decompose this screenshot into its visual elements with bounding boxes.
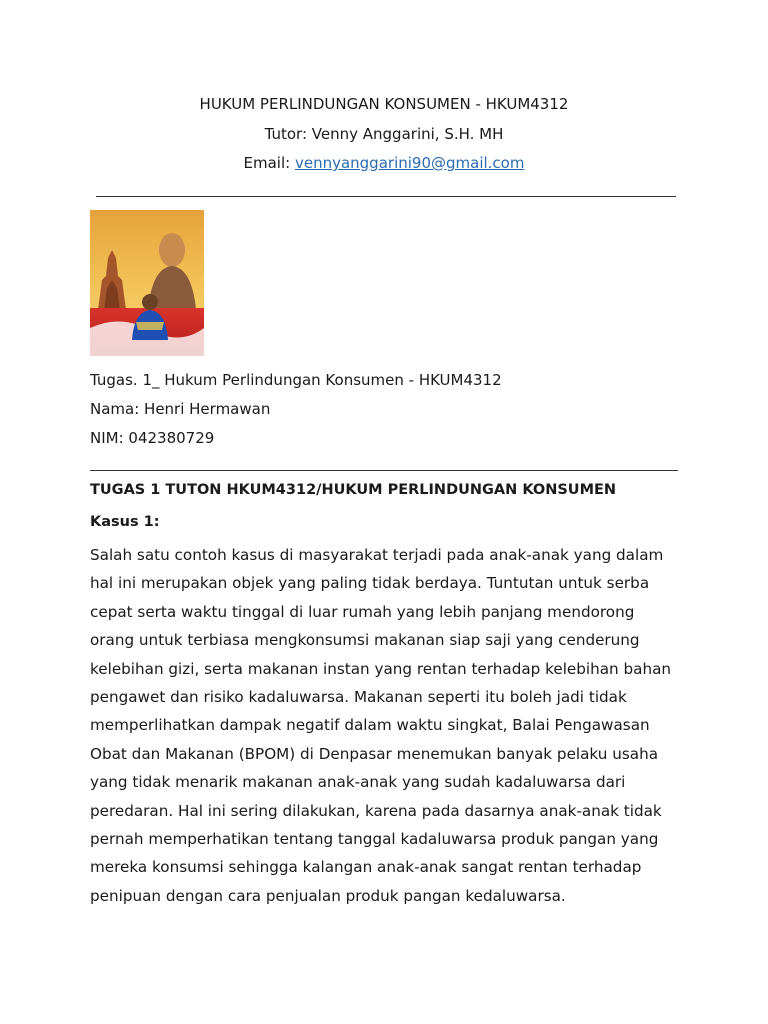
header-divider [96, 196, 676, 197]
paragraph-line: cepat serta waktu tinggal di luar rumah yang lebih panjang mendorong [90, 602, 635, 621]
paragraph-line: Obat dan Makanan (BPOM) di Denpasar menemukan banyak pelaku usaha [90, 744, 658, 763]
paragraph-line: mereka konsumsi sehingga kalangan anak-anak sangat rentan terhadap [90, 858, 642, 877]
task-line: Tugas. 1_ Hukum Perlindungan Konsumen - HKUM4312 [90, 371, 502, 389]
paragraph-line: hal ini merupakan objek yang paling tidak berdaya. Tuntutan untuk serba [90, 574, 650, 593]
paragraph-line: yang tidak menarik makanan anak-anak yang sudah kadaluwarsa dari [90, 773, 626, 792]
email-line [0, 149, 768, 179]
document-header [0, 90, 768, 179]
tutor-line: Tutor: Venny Anggarini, S.H. MH [264, 124, 504, 143]
paragraph-line: kelebihan gizi, serta makanan instan yang rentan terhadap kelebihan bahan [90, 659, 672, 678]
paragraph-line: orang untuk terbiasa mengkonsumsi makanan siap saji yang cenderung [90, 631, 640, 650]
info-divider [90, 470, 678, 471]
paragraph-line: penipuan dengan cara penjualan produk pangan kedaluwarsa. [90, 886, 566, 905]
student-photo [90, 210, 204, 356]
course-title: HUKUM PERLINDUNGAN KONSUMEN - HKUM4312 [199, 95, 569, 113]
student-nim: NIM: 042380729 [90, 429, 215, 447]
email-link[interactable]: vennyanggarini90@gmail.com [294, 154, 525, 172]
paragraph-line: pernah memperhatikan tentang tanggal kadaluwarsa produk pangan yang [90, 830, 659, 849]
paragraph-line: memperlihatkan dampak negatif dalam waktu singkat, Balai Pengawasan [90, 716, 650, 735]
paragraph-line: Salah satu contoh kasus di masyarakat terjadi pada anak-anak yang dalam [90, 546, 664, 564]
student-name: Nama: Henri Hermawan [90, 400, 271, 418]
paragraph-line: pengawet dan risiko kadaluwarsa. Makanan seperti itu boleh jadi tidak [90, 688, 627, 707]
assignment-title: TUGAS 1 TUTON HKUM4312/HUKUM PERLINDUNGAN KONSUMEN [90, 482, 617, 498]
case-paragraph [90, 541, 678, 910]
paragraph-line: peredaran. Hal ini sering dilakukan, karena pada dasarnya anak-anak tidak [90, 801, 662, 820]
case-label: Kasus 1: [90, 514, 160, 530]
email-label: Email: [243, 154, 295, 172]
student-info [90, 366, 502, 453]
